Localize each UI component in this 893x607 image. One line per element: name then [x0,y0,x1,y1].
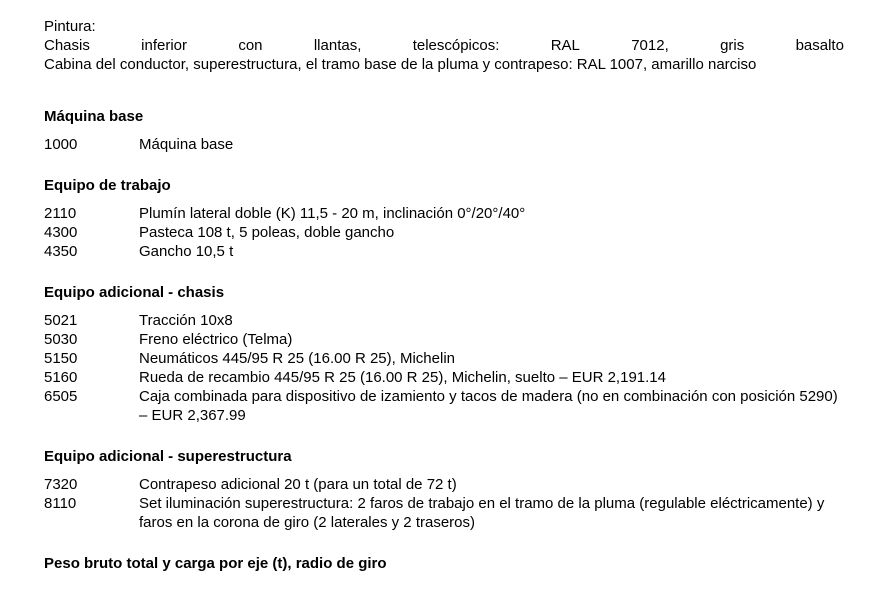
item-description: Gancho 10,5 t [139,243,234,260]
list-item [44,349,844,368]
item-code: 2110 [44,205,77,222]
paint-word: telescópicos: [412,37,500,54]
paint-word: 7012, [631,37,669,54]
paint-line-chassis [44,36,844,55]
item-description: Contrapeso adicional 20 t (para un total de 72 t) [139,476,457,493]
paint-word: basalto [795,37,844,54]
list-item [44,204,844,223]
list-item [44,330,844,349]
list-item [44,387,844,425]
item-code: 5021 [44,312,78,329]
item-code: 4300 [44,224,78,241]
item-description: Máquina base [139,136,234,153]
list-item [44,311,844,330]
document-page [44,17,844,573]
list-item [44,494,844,532]
paint-word: Chasis [44,37,90,54]
item-description: Pasteca 108 t, 5 poleas, doble gancho [139,224,395,241]
item-code: 4350 [44,243,78,260]
paint-word: llantas, [313,37,362,54]
paint-line-cabin: Cabina del conductor, superestructura, el tramo base de la pluma y contrapeso: RAL 1007, amarillo narciso [44,56,757,73]
paint-word: gris [720,37,745,54]
list-item [44,223,844,242]
item-description: Neumáticos 445/95 R 25 (16.00 R 25), Michelin [139,350,455,367]
item-code: 1000 [44,136,78,153]
item-code: 8110 [44,495,77,512]
item-code: 5030 [44,331,78,348]
item-description: Plumín lateral doble (K) 11,5 - 20 m, inclinación 0°/20°/40° [139,205,526,222]
list-item [44,368,844,387]
item-code: 5150 [44,350,78,367]
section-equipo-adicional-chasis [44,283,844,425]
paint-label: Pintura: [44,18,96,35]
list-item [44,135,844,154]
paint-block [44,17,844,74]
section-heading: Equipo adicional - superestructura [44,448,292,465]
section-heading: Equipo de trabajo [44,177,171,194]
section-maquina-base [44,107,844,154]
item-description: Caja combinada para dispositivo de izamiento y tacos de madera (no en combinación con posición 5290) – EUR 2,367.99 [139,388,838,424]
paint-word: con [238,37,263,54]
item-description: Freno eléctrico (Telma) [139,331,293,348]
item-code: 6505 [44,388,78,405]
item-description: Tracción 10x8 [139,312,233,329]
paint-word: inferior [141,37,188,54]
item-description: Rueda de recambio 445/95 R 25 (16.00 R 25), Michelin, suelto – EUR 2,191.14 [139,369,666,386]
item-description: Set iluminación superestructura: 2 faros de trabajo en el tramo de la pluma (regulable eléctricamente) y faros en la corona de giro (2 laterales y 2 traseros) [139,495,825,531]
cut-off-heading: Peso bruto total y carga por eje (t), radio de giro [44,555,387,572]
item-code: 5160 [44,369,78,386]
section-equipo-de-trabajo [44,176,844,261]
list-item [44,475,844,494]
list-item [44,242,844,261]
section-heading: Máquina base [44,108,144,125]
section-equipo-adicional-superestructura [44,447,844,532]
section-heading: Equipo adicional - chasis [44,284,225,301]
item-code: 7320 [44,476,78,493]
paint-word: RAL [550,37,580,54]
